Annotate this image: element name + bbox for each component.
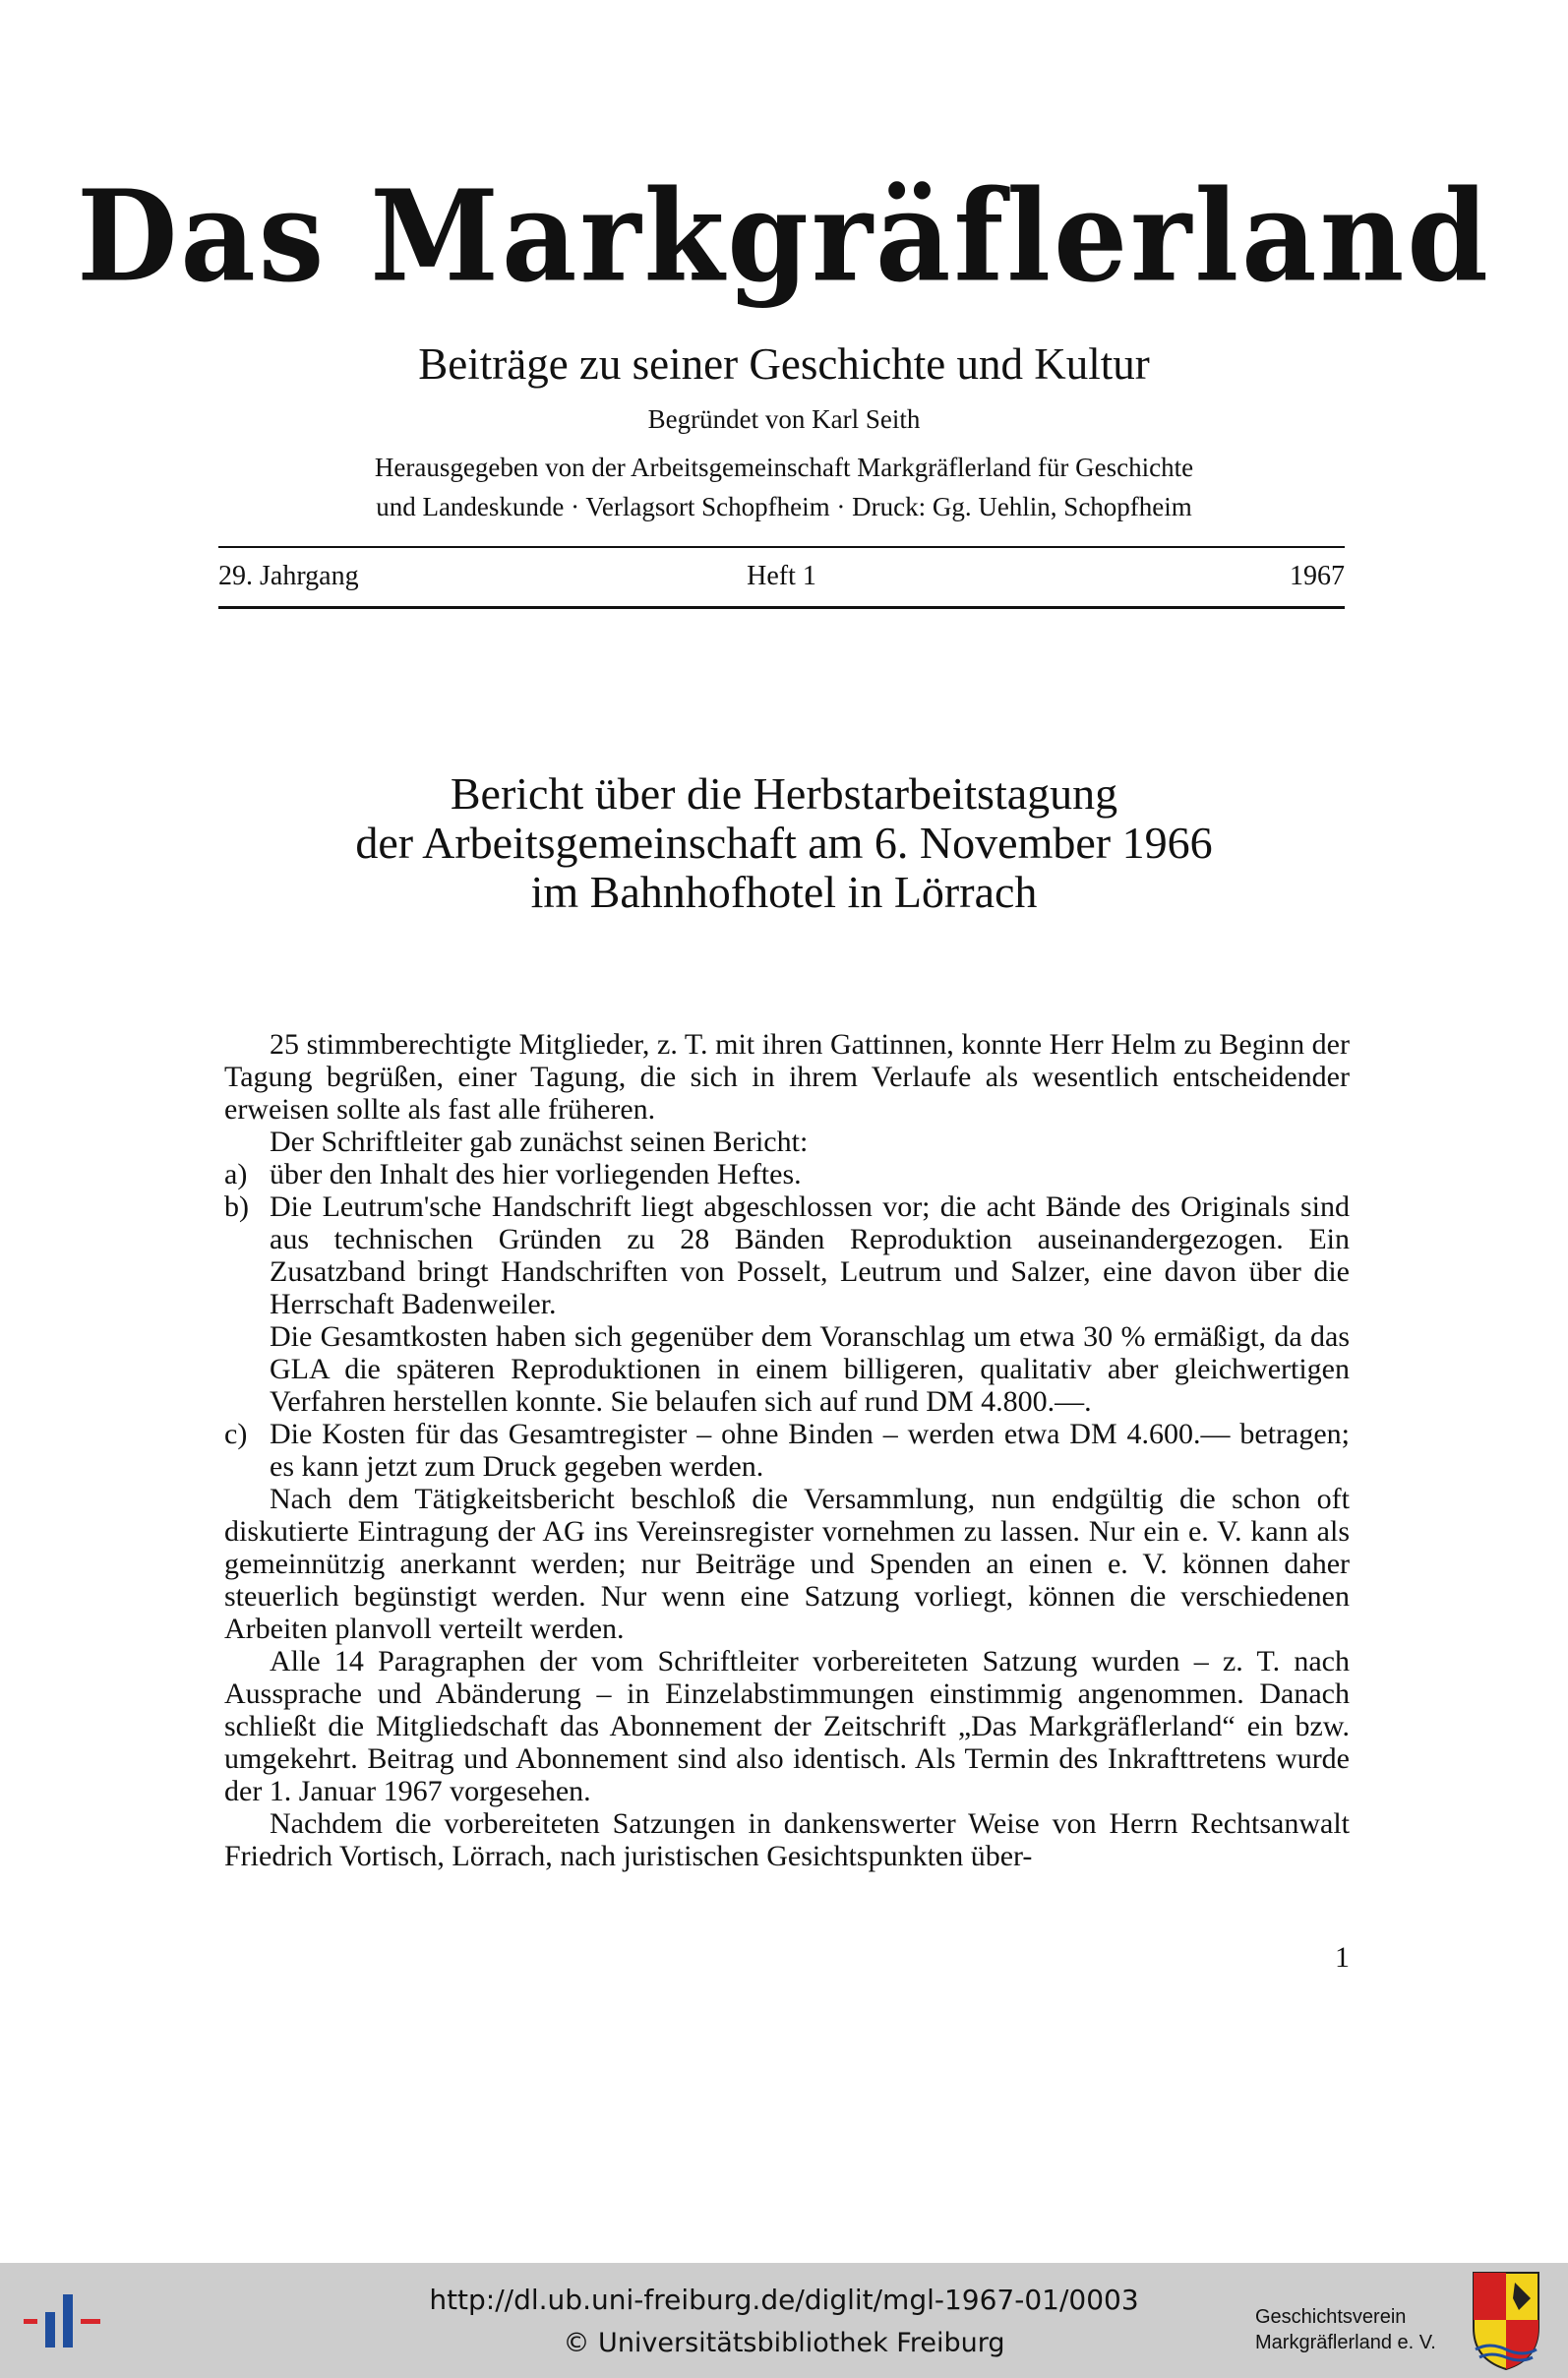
list-item-c — [224, 1418, 1350, 1483]
list-item-label: c) — [224, 1418, 248, 1450]
coat-of-arms-icon — [1470, 2269, 1542, 2371]
article-headline — [0, 769, 1568, 917]
publisher-line: Herausgegeben von der Arbeitsgemeinschaft Markgräflerland für Geschichte — [374, 453, 1194, 482]
volume-label: 29. Jahrgang — [218, 561, 359, 591]
list-item-text: Die Leutrum'sche Handschrift liegt abgeschlossen vor; die acht Bände des Originals sind aus technischen Gründen zu 28 Bänden Reproduktion auseinandergezogen. Ein Zusatzband bringt Handschriften von Posselt, Leutrum und Salzer, eine davon über die Herrschaft Badenweiler. — [270, 1190, 1350, 1320]
headline-line: im Bahnhofhotel in Lörrach — [530, 867, 1038, 917]
page-number: 1 — [1335, 1941, 1350, 1974]
society-line: Geschichtsverein — [1255, 2306, 1407, 2328]
article-body — [224, 1028, 1350, 1872]
issue-year: 1967 — [1290, 561, 1345, 591]
publisher-info — [0, 448, 1568, 526]
paragraph: Nachdem die vorbereiteten Satzungen in dankenswerter Weise von Herrn Rechtsanwalt Friedrich Vortisch, Lörrach, nach juristischen Gesichtspunkten über- — [224, 1807, 1350, 1872]
list-item-label: b) — [224, 1190, 249, 1223]
list-item-label: a) — [224, 1158, 248, 1190]
paragraph: Alle 14 Paragraphen der vom Schriftleiter vorbereiteten Satzung wurden – z. T. nach Aussprache und Abänderung – in Einzelabstimmungen einstimmig angenommen. Danach schließt die Mitgliedschaft das Abonnement der Zeitschrift „Das Markgräflerland“ ein bzw. umgekehrt. Beitrag und Abonnement sind also identisch. Als Termin des Inkrafttretens wurde der 1. Januar 1967 vorgesehen. — [224, 1645, 1350, 1807]
list-item-text: über den Inhalt des hier vorliegenden Heftes. — [270, 1158, 802, 1190]
journal-masthead: Das Markgräflerland — [77, 161, 1491, 310]
society-line: Markgräflerland e. V. — [1255, 2332, 1436, 2353]
copyright-notice: © Universitätsbibliothek Freiburg — [563, 2328, 1005, 2358]
list-item-text: Die Kosten für das Gesamtregister – ohne Binden – werden etwa DM 4.600.— betragen; es kann jetzt zum Druck gegeben werden. — [270, 1418, 1350, 1483]
publisher-line: und Landeskunde · Verlagsort Schopfheim · Druck: Gg. Uehlin, Schopfheim — [376, 492, 1192, 521]
headline-line: Bericht über die Herbstarbeitstagung — [450, 768, 1118, 819]
header-rule-top — [218, 546, 1345, 548]
paragraph: Nach dem Tätigkeitsbericht beschloß die Versammlung, nun endgültig die schon oft diskutierte Eintragung der AG ins Vereinsregister vornehmen zu lassen. Nur ein e. V. kann als gemeinnützig anerkannt werden; nur Beiträge und Spenden an einen e. V. können daher steuerlich begünstigt werden. Nur wenn eine Satzung vorliegt, können die verschiedenen Arbeiten planvoll verteilt werden. — [224, 1483, 1350, 1645]
list-item-b-continuation: Die Gesamtkosten haben sich gegenüber dem Voranschlag um etwa 30 % ermäßigt, da das GLA die späteren Reproduktionen in einem billigeren, qualitativ aber gleichwertigen Verfahren herstellen konnte. Sie belaufen sich auf rund DM 4.800.—. — [270, 1320, 1350, 1418]
headline-line: der Arbeitsgemeinschaft am 6. November 1966 — [355, 818, 1213, 868]
society-name — [1255, 2304, 1452, 2355]
issue-number: Heft 1 — [747, 561, 816, 591]
list-item-a — [224, 1158, 1350, 1190]
header-rule-bottom — [218, 606, 1345, 609]
journal-subtitle: Beiträge zu seiner Geschichte und Kultur — [418, 339, 1150, 389]
paragraph: Der Schriftleiter gab zunächst seinen Bericht: — [270, 1126, 809, 1158]
permalink-url[interactable]: http://dl.ub.uni-freiburg.de/diglit/mgl-1967-01/0003 — [429, 2284, 1139, 2316]
list-item-b — [224, 1190, 1350, 1320]
viewer-footer — [0, 2263, 1568, 2378]
paragraph: 25 stimmberechtigte Mitglieder, z. T. mit ihren Gattinnen, konnte Herr Helm zu Beginn der Tagung begrüßen, einer Tagung, die sich in ihrem Verlaufe als wesentlich entscheidender erweisen sollte als fast alle früheren. — [224, 1028, 1350, 1126]
founder-line: Begründet von Karl Seith — [647, 404, 921, 434]
